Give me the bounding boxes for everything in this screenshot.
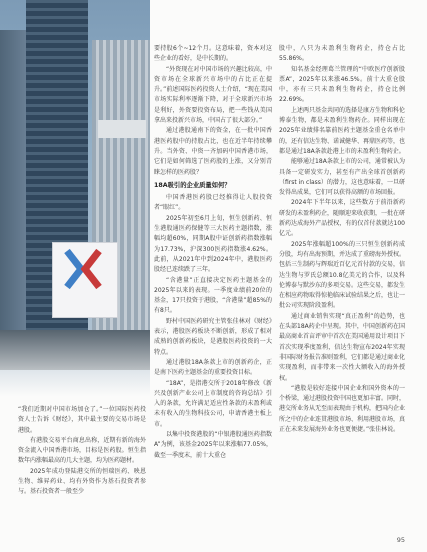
paragraph: 有港股交易平台商息出称，近期有新的海外资金流入中国香港市场，目标是医药股。恒生指数年内涨幅最高的几大主题，均为医药题材。 bbox=[18, 436, 146, 465]
column-2 bbox=[154, 44, 272, 461]
cover-photo bbox=[0, 0, 150, 400]
paragraph: 野村中国医药研究主管张佳林对《财经》表示，港股医药板块不断创新，形成了相对成熟的创新药板块，是港股医药投资的一大特点。 bbox=[154, 317, 272, 356]
paragraph: 2025年成功登陆港交所的恒瑞医药、映恩生物、维昇药业、均有外资作为基石投资者参与。基石投资者一般至少 bbox=[18, 467, 146, 496]
paragraph: “外资现在对中国市场的兴趣比较高，中资市场在全球新兴市场中的占比正在提升。”前述国际医药投资人士介绍，“现在美国市场实际利率逐渐下降，对于全球新兴市场是利好，外资要投资布局，把一些钱从美国拿出来投新兴市场，中国占了很大部分。” bbox=[154, 65, 272, 125]
column-3 bbox=[279, 44, 405, 435]
paragraph: “我们近期对中国市场加仓了。”一位国际医药投资人士告诉《财经》，其中最主要的交易市场是港股。 bbox=[18, 406, 146, 434]
building-top-right bbox=[98, 120, 146, 138]
paragraph: 知名基金经理葛兰管理的“中欧医疗创新股票A”，2025年以来涨46.5%。前十大重仓股中，亦有三只未盈利生物药企，持仓比例22.69%。 bbox=[279, 65, 405, 104]
exchange-logo-icon bbox=[61, 247, 105, 291]
paragraph: 通过港股18A条款上市的创新药企，正是南下医药主题基金的重要投资目标。 bbox=[154, 358, 272, 377]
paragraph: 能够通过18A条款上市的公司，通常被认为具备一定研发实力，甚至有产出全球首创新药（first in class）的潜力，这也意味着，一旦研发得出成果，它们可以获得高额的市场回报。 bbox=[279, 158, 405, 197]
paragraph: 要持股6个~12个月。这意味着，资本对这些企业的看好，是中长期的。 bbox=[154, 45, 272, 63]
paragraph: 股中，八只为未盈利生物药企，持仓占比55.86%。 bbox=[279, 45, 405, 63]
paragraph: 2024年下半年以来，这些数方于前沿新药研发的未盈利药企，随顺迎来收获期，一批在研新药达成海外产品授权，有的仅首付款就达100亿元。 bbox=[279, 199, 406, 238]
paragraph: 上述两只基金共同的选择是康方生物和科伦博泰生物，都是未盈利生物药企。同样出现在2025年业绩排名靠前医药主题基金重仓名单中的，还有信达生物、诺诚健华、再鼎医药等，也都是通过18A条款赴港上市的未盈利生物药企。 bbox=[279, 106, 406, 155]
paragraph: “含港量”正直接决定医药主题基金的2025年以来的表现。一季度业绩前20位的基金，17只投资于港股，“含港量”超85%的有8只。 bbox=[154, 276, 272, 315]
photo-fade bbox=[0, 330, 150, 400]
paragraph: “港股是较好连接中国企业和国外资本的一个桥梁，通过港股投资中国也更加丰富。同时，港交所业务从无至而表现由于机构，把国内企业所之中的企业连贯港股市场、利用港股市场，真正在未来发展海外业务也更便捷。”张佳林说。 bbox=[279, 384, 406, 433]
paragraph: 2025年初至6月上旬，恒生创新药、恒生港股通医药保健等三大医药主题指数，涨幅均超60%，同期A股中证创新药指数涨幅为17.73%，沪深300医药指数涨4.62%。此前，从2021年中到2024年中，港股医药股经已连续跌了三年。 bbox=[154, 214, 272, 274]
paragraph: 通过港股通南下的资金，在一批中国香港医药股中的持股占比，也在近半年持续攀升。当外资、中资一齐加码中国香港市场，它们是如何筛选了医药股的上涨，又分别青睐怎样的医药股？ bbox=[154, 127, 272, 176]
section-heading: 18A吸引的企业质量如何？ bbox=[154, 181, 231, 189]
paragraph: 2025年涨幅超100%的三只恒生创新药成分股，均有出海预期，并达成了重磅海外授权。包括三生制药与辉瑞近百亿元首付款的交易，信达生物与罗氏总额10.8亿美元的合作，以及科伦博泰与默沙东的多项交易。这些交易，都发生在相应药物取得惊艳临床试验结果之后，也让一批公司实现阶段盈利。 bbox=[279, 240, 406, 310]
paragraph: 以集中投资港股的“中银港股通医药指数A”为例，该基金2025年以来涨幅77.05%，截至一季度末，前十大重仓 bbox=[154, 430, 272, 459]
paragraph: “18A”，是指港交所于2018年修改《新兴及创新产业公司上市制度的咨询总结》引入的条款，允许满足适应性条款的未盈利或未有收入的生物科技公司，申请香港主板上市。 bbox=[154, 379, 272, 428]
paragraph: 中国香港医药股已经推得让人股投资者“眼红”。 bbox=[154, 194, 272, 212]
page-number: 95 bbox=[396, 536, 405, 544]
paragraph: 通过商业销售实现“真正盈利”的趋势，也在头部18A药企中呈现。其中，中国创新药在国最高商业首亩评审中首次在美国通用设计项目下首次实现季度盈利，信达生物宣布2024年实现非国际财务报告准则盈利，它们都是通过商业化实现盈利，而非带来一次性大额收入的海外授权。 bbox=[279, 312, 406, 382]
column-1 bbox=[18, 405, 146, 498]
building-left bbox=[0, 30, 28, 360]
